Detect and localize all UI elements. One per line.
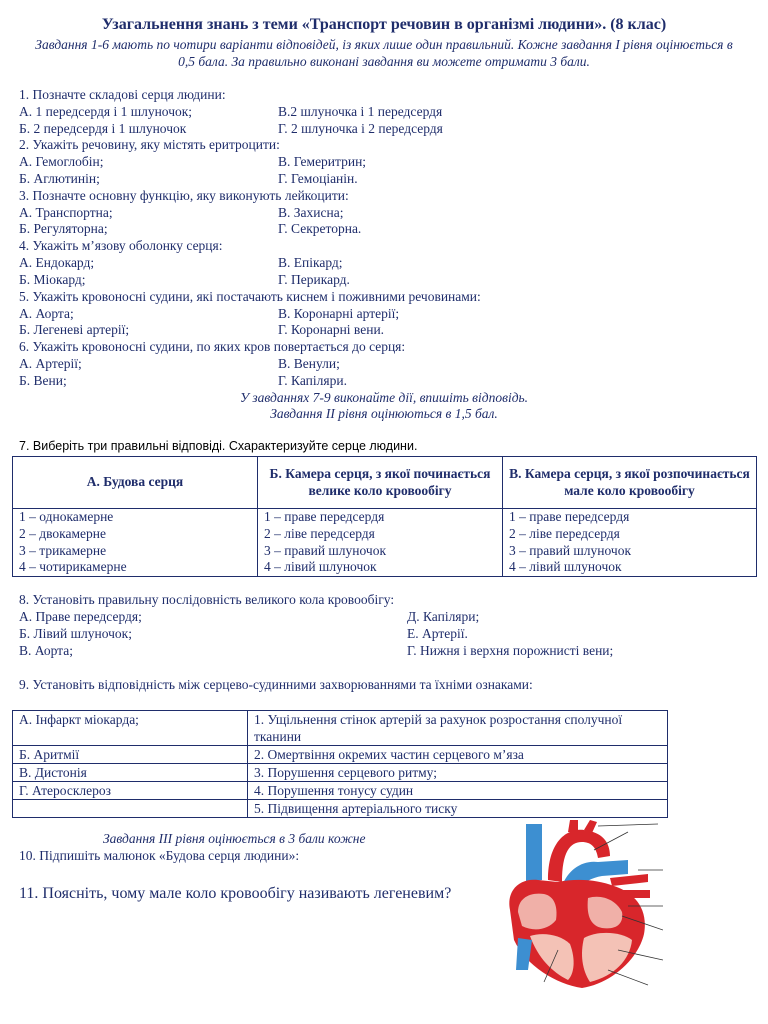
page-title: Узагальнення знань з теми «Транспорт речовин в організмі людини». (8 клас) [101,16,667,33]
question-3: 3. Позначте основну функцію, яку виконують лейкоцити: [19,188,349,203]
q8-option-v: В. Аорта; [19,643,73,658]
q4-option-g: Г. Перикард. [278,272,350,287]
q9-disease: Б. Аритмії [13,746,248,764]
q2-option-v: В. Гемеритрин; [278,154,367,169]
question-2: 2. Укажіть речовину, яку містять еритроцити: [19,137,280,152]
q5-option-b: Б. Легеневі артерії; [19,322,130,337]
q4-option-v: В. Епікард; [278,255,343,270]
q2-option-g: Г. Гемоціанін. [278,171,358,186]
question-1: 1. Позначте складові серця людини: [19,87,226,102]
q7-a-option[interactable]: 2 – двокамерне [19,525,106,541]
q9-sign: 2. Омертвіння окремих частин серцевого м’яза [248,746,668,764]
q6-option-v: В. Венули; [278,356,340,371]
q4-option-a: А. Ендокард; [19,255,95,270]
question-9: 9. Установіть відповідність між серцево-судинними захворюваннями та їхніми ознаками: [19,677,533,692]
q6-option-g: Г. Капіляри. [278,373,347,388]
q5-option-v: В. Коронарні артерії; [278,306,400,321]
question-6: 6. Укажіть кровоносні судини, по яких кров повертається до серця: [19,339,406,354]
q7-c-option[interactable]: 1 – праве передсердя [509,509,630,524]
q4-option-b: Б. Міокард; [19,272,86,287]
q3-option-g: Г. Секреторна. [278,221,362,236]
q9-sign: 1. Ущільнення стінок артерій за рахунок розростання сполучної тканини [248,711,668,746]
q9-sign: 3. Порушення серцевого ритму; [248,764,668,782]
q1-option-v: В.2 шлуночка і 1 передсердя [278,104,443,119]
q8-option-a: А. Праве передсердя; [19,609,142,624]
q9-sign: 5. Підвищення артеріального тиску [248,800,668,818]
q9-disease: Г. Атеросклероз [13,782,248,800]
question-5: 5. Укажіть кровоносні судини, які постачають киснем і поживними речовинами: [19,289,481,304]
q7-c-option[interactable]: 4 – лівий шлуночок [509,559,622,575]
q2-option-a: А. Гемоглобін; [19,154,104,169]
q1-option-g: Г. 2 шлуночка і 2 передсердя [278,121,443,136]
q7-col-c [503,509,757,577]
q3-option-v: В. Захисна; [278,205,344,220]
q7-header-a: А. Будова серця [13,457,258,509]
level2-scoring: Завдання ІІ рівня оцінюються в 1,5 бал. [270,406,498,421]
q8-option-e: Е. Артерії. [407,626,468,641]
q3-option-b: Б. Регуляторна; [19,221,108,236]
question-7: 7. Виберіть три правильні відповіді. Схарактеризуйте серце людини. [19,439,418,453]
q7-a-option[interactable]: 3 – трикамерне [19,542,107,558]
q6-option-a: А. Артерії; [19,356,82,371]
q9-disease: В. Дистонія [13,764,248,782]
q1-option-a: А. 1 передсердя і 1 шлуночок; [19,104,193,119]
q7-header-b: Б. Камера серця, з якої починається велике коло кровообігу [258,457,503,509]
q1-option-b: Б. 2 передсердя і 1 шлуночок [19,121,187,136]
q7-table [12,456,757,577]
q5-option-a: А. Аорта; [19,306,74,321]
q6-option-b: Б. Вени; [19,373,67,388]
q7-b-option[interactable]: 1 – праве передсердя [264,509,385,524]
q7-header-c: В. Камера серця, з якої розпочинається мале коло кровообігу [503,457,757,509]
q7-a-option[interactable]: 4 – чотирикамерне [19,559,127,575]
q7-col-b [258,509,503,577]
q7-c-option[interactable]: 2 – ліве передсердя [509,525,620,541]
intro-text: Завдання 1-6 мають по чотири варіанти відповідей, із яких лише один правильний. Кожне завдання І рівня оцінюється в 0,5 бала. За правильно виконані завдання ви можете отримати 3 бали. [35,37,733,69]
q7-b-option[interactable]: 4 – лівий шлуночок [264,559,377,575]
vena-cava-shape [526,824,542,882]
q7-b-option[interactable]: 2 – ліве передсердя [264,525,375,541]
q8-option-b: Б. Лівий шлуночок; [19,626,132,641]
heart-diagram-image [498,820,663,990]
question-8: 8. Установіть правильну послідовність великого кола кровообігу: [19,592,395,607]
q7-c-option[interactable]: 3 – правий шлуночок [509,542,632,558]
q9-table [12,710,668,818]
q9-sign: 4. Порушення тонусу судин [248,782,668,800]
right-atrium-shape [518,894,557,930]
q8-option-d: Д. Капіляри; [407,609,480,624]
q9-disease-empty [13,800,248,818]
q7-col-a [13,509,258,577]
q3-option-a: А. Транспортна; [19,205,113,220]
q7-b-option[interactable]: 3 – правий шлуночок [264,542,387,558]
q8-option-g: Г. Нижня і верхня порожнисті вени; [407,643,614,658]
q7-a-option[interactable]: 1 – однокамерне [19,509,114,524]
question-11: 11. Поясніть, чому мале коло кровообігу називають легеневим? [19,885,452,902]
question-4: 4. Укажіть м’язову оболонку серця: [19,238,223,253]
q5-option-g: Г. Коронарні вени. [278,322,385,337]
question-10: 10. Підпишіть малюнок «Будова серця людини»: [19,848,300,863]
q2-option-b: Б. Аглютинін; [19,171,100,186]
level3-scoring: Завдання ІІІ рівня оцінюється в 3 бали кожне [103,831,366,846]
q9-disease: А. Інфаркт міокарда; [13,711,248,746]
level2-instructions: У завданнях 7-9 виконайте дії, впишіть відповідь. [239,390,529,405]
